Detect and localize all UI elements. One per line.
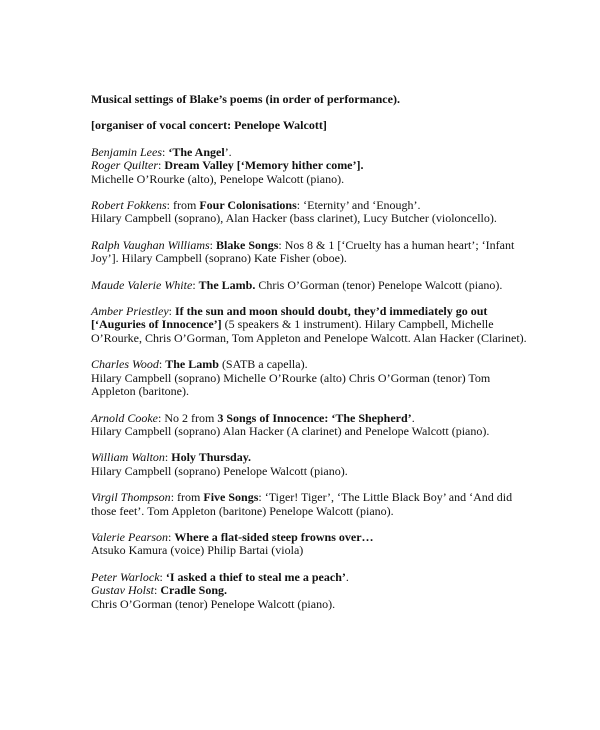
performance-text: .	[411, 410, 415, 425]
entry-line	[91, 544, 561, 557]
entry-line	[91, 305, 561, 318]
programme-entry	[91, 531, 561, 558]
document-page	[91, 93, 561, 624]
performance-text: :	[159, 569, 166, 584]
performance-text: those feet’. Tom Appleton (baritone) Penelope Walcott (piano).	[91, 503, 394, 518]
work-title: Four Colonisations	[199, 198, 297, 213]
performance-text: : No 2 from	[158, 410, 218, 425]
performance-text: ’.	[224, 144, 232, 159]
composer-name: Gustav Holst	[91, 583, 154, 598]
composer-name: Maude Valerie White	[91, 277, 193, 292]
performance-text: Joy’]. Hilary Campbell (soprano) Kate Fisher (oboe).	[91, 251, 347, 266]
entry-line	[91, 318, 561, 331]
performance-text: : ‘Tiger! Tiger’, ‘The Little Black Boy’ and ‘And did	[258, 490, 513, 505]
performance-text: (SATB a capella).	[218, 357, 308, 372]
performance-text: Hilary Campbell (soprano) Alan Hacker (A clarinet) and Penelope Walcott (piano).	[91, 423, 490, 438]
work-title: The Lamb.	[198, 277, 256, 292]
composer-name: Valerie Pearson	[91, 529, 168, 544]
composer-name: William Walton	[91, 450, 165, 465]
work-title: [‘Auguries of Innocence’]	[91, 317, 222, 332]
entry-line	[91, 199, 561, 212]
entry-line	[91, 173, 561, 186]
performance-text: : Nos 8 & 1 [‘Cruelty has a human heart’; ‘Infant	[278, 237, 515, 252]
performance-text: : ‘Eternity’ and ‘Enough’.	[296, 198, 421, 213]
composer-name: Virgil Thompson	[91, 490, 171, 505]
performance-text: Hilary Campbell (soprano) Michelle O’Rourke (alto) Chris O’Gorman (tenor) Tom	[91, 370, 491, 385]
document-title: Musical settings of Blake’s poems (in order of performance).	[91, 92, 400, 106]
composer-name: Robert Fokkens	[91, 198, 167, 213]
performance-text: :	[168, 529, 175, 544]
programme-entry	[91, 412, 561, 439]
performance-text: :	[158, 357, 166, 372]
performance-text: Chris O’Gorman (tenor) Penelope Walcott (piano).	[91, 596, 336, 611]
entry-line	[91, 598, 561, 611]
entry-line	[91, 358, 561, 371]
performance-text: Hilary Campbell (soprano) Penelope Walcott (piano).	[91, 463, 348, 478]
entry-line	[91, 279, 561, 292]
performance-text: :	[158, 158, 165, 173]
composer-name: Arnold Cooke	[91, 410, 158, 425]
work-title: Dream Valley [‘Memory hither come’].	[164, 158, 364, 173]
performance-text: :	[164, 450, 172, 465]
performance-text: : from	[170, 490, 204, 505]
performance-text: :	[154, 583, 161, 598]
entry-line	[91, 159, 561, 172]
entry-line	[91, 505, 561, 518]
performance-text: O’Rourke, Chris O’Gorman, Tom Appleton and Penelope Walcott. Alan Hacker (Clarinet).	[91, 330, 527, 345]
performance-text: .	[345, 569, 349, 584]
performance-text: :	[209, 237, 217, 252]
work-title: Blake Songs	[216, 237, 279, 252]
performance-text: :	[192, 277, 199, 292]
entry-line	[91, 451, 561, 464]
composer-name: Roger Quilter	[91, 158, 158, 173]
performance-text: :	[168, 304, 175, 319]
performance-text: : from	[166, 198, 200, 213]
entry-line	[91, 491, 561, 504]
entry-line	[91, 332, 561, 345]
performance-text: Atsuko Kamura (voice) Philip Bartai (viola)	[91, 543, 304, 558]
entry-line	[91, 412, 561, 425]
performance-text: Chris O’Gorman (tenor) Penelope Walcott (piano).	[255, 277, 503, 292]
performance-text: Michelle O’Rourke (alto), Penelope Walcott (piano).	[91, 171, 345, 186]
entry-line	[91, 465, 561, 478]
work-title: Where a flat-sided steep frowns over…	[174, 529, 374, 544]
composer-name: Benjamin Lees	[91, 144, 162, 159]
programme-entry	[91, 199, 561, 226]
entry-line	[91, 252, 561, 265]
programme-entry	[91, 279, 561, 292]
work-title: ‘I asked a thief to steal me a peach’	[165, 569, 346, 584]
entry-line	[91, 212, 561, 225]
programme-entry	[91, 358, 561, 398]
entry-line	[91, 146, 561, 159]
work-title: ‘The Angel	[168, 144, 225, 159]
performance-text: Hilary Campbell (soprano), Alan Hacker (bass clarinet), Lucy Butcher (violoncello).	[91, 211, 497, 226]
work-title: The Lamb	[165, 357, 219, 372]
entry-line	[91, 385, 561, 398]
programme-entry	[91, 491, 561, 518]
work-title: Five Songs	[203, 490, 259, 505]
composer-name: Amber Priestley	[91, 304, 169, 319]
organiser-note: [organiser of vocal concert: Penelope Walcott]	[91, 118, 327, 133]
work-title: Holy Thursday.	[171, 450, 252, 465]
entry-line	[91, 571, 561, 584]
programme-list	[91, 146, 561, 611]
work-title: Cradle Song.	[160, 583, 228, 598]
performance-text: Appleton (baritone).	[91, 384, 189, 399]
composer-name: Peter Warlock	[91, 569, 160, 584]
programme-entry	[91, 571, 561, 611]
entry-line	[91, 239, 561, 252]
entry-line	[91, 584, 561, 597]
composer-name: Charles Wood	[91, 357, 159, 372]
programme-entry	[91, 146, 561, 186]
entry-line	[91, 372, 561, 385]
programme-entry	[91, 451, 561, 478]
work-title: 3 Songs of Innocence: ‘The Shepherd’	[217, 410, 412, 425]
composer-name: Ralph Vaughan Williams	[91, 237, 210, 252]
programme-entry	[91, 239, 561, 266]
work-title: If the sun and moon should doubt, they’d immediately go out	[175, 304, 488, 319]
programme-entry	[91, 305, 561, 345]
performance-text: :	[162, 144, 169, 159]
performance-text: (5 speakers & 1 instrument). Hilary Campbell, Michelle	[221, 317, 494, 332]
entry-line	[91, 531, 561, 544]
entry-line	[91, 425, 561, 438]
